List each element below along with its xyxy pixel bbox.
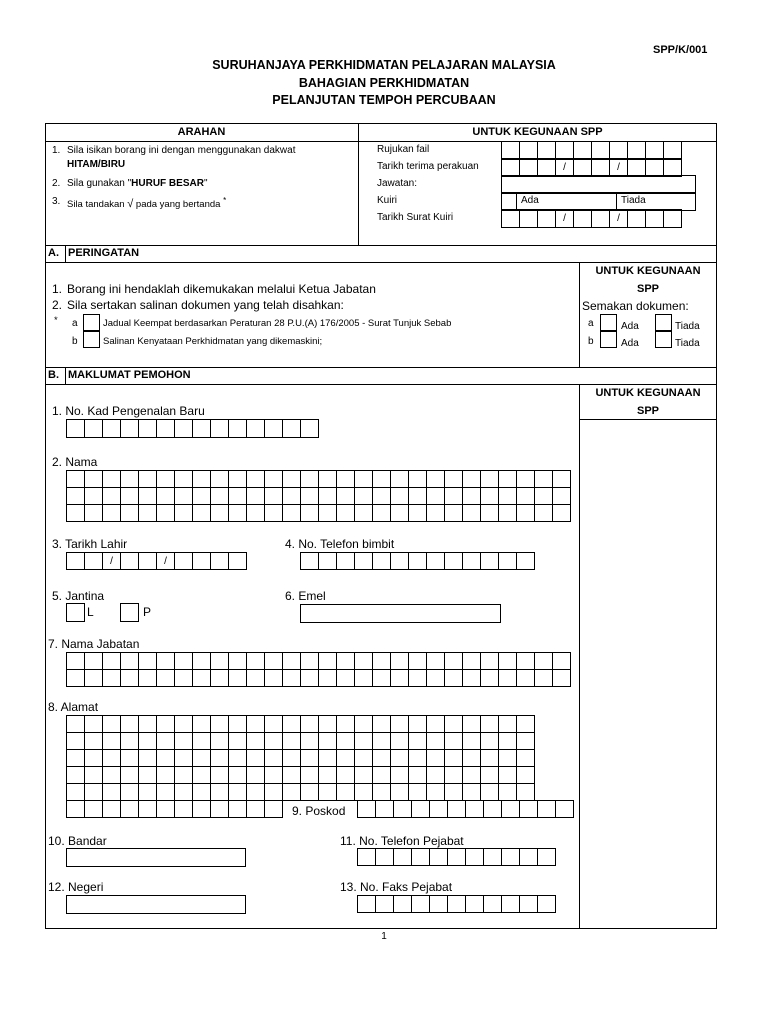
- arahan-1-text2: HITAM/BIRU: [67, 159, 126, 170]
- arahan-1-num: 1.: [52, 145, 61, 156]
- spp-b-ada: Ada: [621, 338, 639, 349]
- bandar-input[interactable]: [66, 848, 246, 867]
- spp-tarikh-surat-kuiri-label: Tarikh Surat Kuiri: [377, 212, 454, 223]
- spp-tarikh-terima-boxes[interactable]: / /: [501, 158, 682, 177]
- jantina-p-label: P: [143, 605, 152, 619]
- spp-a-ada-checkbox[interactable]: [600, 314, 617, 331]
- doc-a-letter: a: [72, 318, 78, 329]
- arahan-2-num: 2.: [52, 178, 61, 189]
- spp-kuiri-label: Kuiri: [377, 195, 398, 206]
- arahan-3-text: Sila tandakan √ pada yang bertanda *: [67, 196, 227, 211]
- doc-star: *: [54, 315, 58, 326]
- spp-kuiri-tiada: Tiada: [621, 195, 646, 206]
- telefon-pejabat-boxes[interactable]: [357, 848, 556, 866]
- doc-a-text: Jadual Keempat berdasarkan Peraturan 28 P.U.(A) 176/2005 - Surat Tunjuk Sebab: [103, 318, 452, 329]
- jantina-l-label: L: [87, 605, 94, 619]
- spp-tarikh-terima-label: Tarikh terima perakuan: [377, 161, 479, 172]
- spp-a-letter: a: [588, 318, 594, 329]
- section-a-title: PERINGATAN: [68, 247, 140, 259]
- telefon-bimbit-label: 4. No. Telefon bimbit: [285, 537, 395, 551]
- jantina-p-checkbox[interactable]: [120, 603, 139, 622]
- telefon-pejabat-label: 11. No. Telefon Pejabat: [340, 834, 464, 848]
- spp-a-tiada: Tiada: [675, 321, 700, 332]
- form-code: SPP/K/001: [653, 44, 708, 56]
- spp-rujukan-fail-label: Rujukan fail: [377, 144, 430, 155]
- semakan-dokumen-label: Semakan dokumen:: [582, 299, 689, 313]
- spp-a-ada: Ada: [621, 321, 639, 332]
- emel-input[interactable]: [300, 604, 501, 623]
- spp-b-tiada-checkbox[interactable]: [655, 331, 672, 348]
- faks-pejabat-label: 13. No. Faks Pejabat: [340, 880, 453, 894]
- spp-kuiri-ada: Ada: [521, 195, 539, 206]
- emel-label: 6. Emel: [285, 589, 326, 603]
- spp-b-ada-checkbox[interactable]: [600, 331, 617, 348]
- bandar-label: 10. Bandar: [48, 834, 107, 848]
- spp-b-tiada: Tiada: [675, 338, 700, 349]
- peringatan-2-text: Sila sertakan salinan dokumen yang telah disahkan:: [67, 298, 344, 312]
- doc-b-checkbox[interactable]: [83, 331, 100, 348]
- tarikh-lahir-label: 3. Tarikh Lahir: [52, 537, 128, 551]
- section-b-letter: B.: [48, 369, 59, 381]
- ic-input-boxes[interactable]: [66, 419, 319, 438]
- arahan-heading: ARAHAN: [177, 126, 226, 138]
- poskod-label: 9. Poskod: [292, 804, 346, 818]
- page-number: 1: [381, 931, 387, 942]
- section-a-spp-heading1: UNTUK KEGUNAAN: [595, 265, 701, 277]
- arahan-3-num: 3.: [52, 196, 61, 207]
- title-line-3: PELANJUTAN TEMPOH PERCUBAAN: [272, 93, 496, 107]
- nama-label: 2. Nama: [52, 455, 98, 469]
- doc-a-checkbox[interactable]: [83, 314, 100, 331]
- alamat-label: 8. Alamat: [48, 700, 99, 714]
- peringatan-2-num: 2.: [52, 298, 63, 312]
- nama-jabatan-label: 7. Nama Jabatan: [48, 637, 140, 651]
- peringatan-1-num: 1.: [52, 282, 63, 296]
- doc-b-text: Salinan Kenyataan Perkhidmatan yang dikemaskini;: [103, 336, 323, 347]
- section-b-title: MAKLUMAT PEMOHON: [68, 369, 191, 381]
- ic-label: 1. No. Kad Pengenalan Baru: [52, 404, 205, 418]
- spp-a-tiada-checkbox[interactable]: [655, 314, 672, 331]
- arahan-2-text: Sila gunakan "HURUF BESAR": [67, 178, 208, 189]
- section-b-spp-heading2: SPP: [636, 405, 659, 417]
- faks-pejabat-boxes[interactable]: [357, 895, 556, 913]
- spp-jawatan-label: Jawatan:: [377, 178, 418, 189]
- title-line-2: BAHAGIAN PERKHIDMATAN: [298, 76, 470, 90]
- section-a-letter: A.: [48, 247, 59, 259]
- jantina-label: 5. Jantina: [52, 589, 105, 603]
- spp-b-letter: b: [588, 336, 594, 347]
- title-line-1: SURUHANJAYA PERKHIDMATAN PELAJARAN MALAYSIA: [212, 58, 556, 72]
- telefon-bimbit-boxes[interactable]: [300, 552, 535, 570]
- jantina-l-checkbox[interactable]: [66, 603, 85, 622]
- negeri-input[interactable]: [66, 895, 246, 914]
- nama-jabatan-boxes[interactable]: [66, 652, 571, 687]
- negeri-label: 12. Negeri: [48, 880, 104, 894]
- doc-b-letter: b: [72, 336, 78, 347]
- check-mark-icon: √: [127, 198, 134, 211]
- spp-tarikh-kuiri-boxes[interactable]: / /: [501, 209, 682, 228]
- arahan-1-text: Sila isikan borang ini dengan menggunakan dakwat: [67, 145, 296, 156]
- section-a-spp-heading2: SPP: [636, 283, 659, 295]
- section-b-spp-heading1: UNTUK KEGUNAAN: [595, 387, 701, 399]
- spp-heading-top: UNTUK KEGUNAAN SPP: [472, 126, 603, 138]
- poskod-boxes[interactable]: [357, 800, 574, 818]
- tarikh-lahir-boxes[interactable]: / /: [66, 552, 247, 570]
- nama-input-boxes[interactable]: [66, 470, 571, 522]
- peringatan-1-text: Borang ini hendaklah dikemukakan melalui Ketua Jabatan: [67, 282, 376, 296]
